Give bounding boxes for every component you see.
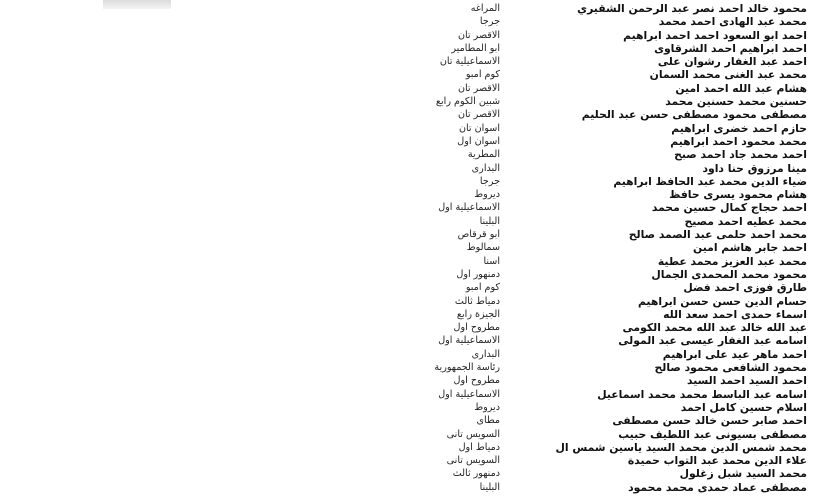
list-row (0, 241, 825, 254)
district-name: دمنهور ثالث (452, 468, 500, 480)
list-row (0, 68, 825, 81)
list-row (0, 15, 825, 28)
person-name: محمد محمود احمد ابراهيم (670, 134, 807, 148)
person-name: اسامه عبد الغفار عيسى عبد المولى (618, 334, 807, 348)
person-name: علاء الدين محمد عبد التواب حميدة (627, 454, 807, 468)
district-name: مطروح اول (453, 322, 500, 334)
person-name: هشام محمود يسرى حافظ (669, 188, 807, 202)
list-row (0, 122, 825, 135)
list-row (0, 108, 825, 121)
person-name: مصطفى محمود مصطفى حسن عبد الحليم (581, 108, 807, 122)
district-name: البلينا (479, 481, 500, 493)
district-name: كوم امبو (465, 69, 500, 81)
district-name: كوم امبو (465, 282, 500, 294)
list-row (0, 255, 825, 268)
district-name: البدارى (471, 348, 500, 360)
district-name: ابو المطامير (451, 42, 500, 54)
list-row (0, 361, 825, 374)
list-row (0, 148, 825, 161)
district-name: البلينا (479, 215, 500, 227)
name-list (0, 2, 825, 494)
district-name: اسنا (483, 255, 500, 267)
person-name: احمد جابر هاشم امين (693, 241, 807, 255)
district-name: الاقصر تان (457, 29, 500, 41)
person-name: محمد عطيه احمد مصيح (684, 214, 807, 228)
district-name: اسوان تان (458, 122, 500, 134)
district-name: الاسماعيلية تان (439, 56, 500, 68)
person-name: اسماء حمدى احمد سعد الله (663, 307, 807, 321)
list-row (0, 295, 825, 308)
district-name: شبين الكوم رابع (435, 96, 500, 108)
list-row (0, 29, 825, 42)
list-row (0, 441, 825, 454)
list-row (0, 228, 825, 241)
person-name: احمد ابراهيم احمد الشرقاوى (654, 41, 807, 55)
person-name: محمد السيد شبل زغلول (679, 467, 807, 481)
person-name: احمد حجاج كمال حسين محمد (651, 201, 807, 215)
list-row (0, 175, 825, 188)
list-row (0, 268, 825, 281)
district-name: المراغه (470, 3, 500, 14)
person-name: مينا مرزوق حنا داود (702, 161, 807, 175)
district-name: الاقصر تان (457, 109, 500, 121)
list-row (0, 42, 825, 55)
list-row (0, 414, 825, 427)
person-name: احمد صابر حسن خالد حسن مصطفى (612, 414, 807, 428)
person-name: طارق فوزى احمد فضل (683, 281, 807, 295)
person-name: محمود محمد المحمدى الجمال (651, 267, 807, 281)
person-name: محمود الشافعى محمود صالح (654, 361, 807, 375)
district-name: دمياط ثالث (454, 295, 500, 307)
district-name: دمنهور اول (456, 268, 500, 280)
district-name: سمالوط (466, 242, 500, 254)
district-name: ديروط (474, 189, 500, 201)
district-name: دمياط اول (458, 441, 500, 453)
district-name: الاسماعيلية اول (438, 388, 500, 400)
person-name: عبد الله خالد عبد الله محمد الكومى (622, 321, 807, 335)
person-name: هشام عبد الله احمد امين (675, 81, 807, 95)
list-row (0, 95, 825, 108)
district-name: جرجا (479, 16, 500, 28)
person-name: ضياء الدين محمد عبد الحافظ ابراهيم (613, 174, 807, 188)
district-name: الاقصر تان (457, 82, 500, 94)
district-name: ابو قرقاص (457, 229, 500, 241)
district-name: مطاى (476, 415, 500, 427)
list-row (0, 135, 825, 148)
person-name: محمود خالد احمد نصر عبد الرحمن الشقيري (577, 2, 807, 15)
list-row (0, 188, 825, 201)
list-row (0, 334, 825, 347)
district-name: مطروح اول (453, 375, 500, 387)
person-name: مصطفى بسيونى عبد اللطيف حبيب (618, 427, 807, 441)
list-row (0, 467, 825, 480)
list-row (0, 162, 825, 175)
person-name: محمد شمس الدين محمد السيد ياسين شمس ال (555, 440, 807, 454)
list-row (0, 55, 825, 68)
person-name: حسام الدين حسن حسن ابراهيم (637, 294, 807, 308)
district-name: الجيزة رابع (456, 308, 500, 320)
person-name: احمد ماهر عيد على ابراهيم (662, 347, 807, 361)
list-row (0, 401, 825, 414)
list-row (0, 308, 825, 321)
person-name: حسنين محمد حسنين محمد (665, 95, 807, 109)
district-name: المطرية (467, 149, 500, 161)
person-name: محمد احمد حلمى عبد الصمد صالح (628, 228, 807, 242)
list-row (0, 201, 825, 214)
list-row (0, 215, 825, 228)
list-row (0, 388, 825, 401)
district-name: البدارى (471, 162, 500, 174)
list-row (0, 82, 825, 95)
person-name: احمد عبد الغفار رشوان على (657, 55, 807, 69)
person-name: احمد ابو السعود احمد احمد ابراهيم (623, 28, 807, 42)
district-name: الاسماعيلية اول (438, 202, 500, 214)
list-row (0, 281, 825, 294)
list-row (0, 321, 825, 334)
district-name: رئاسة الجمهورية (434, 362, 500, 374)
list-row (0, 454, 825, 467)
person-name: محمد عبد العزيز محمد عطية (657, 254, 807, 268)
list-row (0, 374, 825, 387)
district-name: اسوان اول (457, 135, 500, 147)
list-row (0, 348, 825, 361)
list-row (0, 481, 825, 494)
person-name: اسلام حسين كامل احمد (680, 400, 807, 414)
person-name: محمد عبد الهادى احمد محمد (658, 15, 807, 29)
person-name: احمد السيد احمد السيد (687, 374, 807, 388)
district-name: جرجا (479, 175, 500, 187)
person-name: محمد عبد الغنى محمد السمان (649, 68, 807, 82)
district-name: ديروط (474, 401, 500, 413)
person-name: اسامه عبد الباسط محمد محمد اسماعيل (597, 387, 807, 401)
district-name: الاسماعيلية اول (438, 335, 500, 347)
district-name: السويس تانى (446, 428, 500, 440)
person-name: احمد محمد جاد احمد صبح (674, 148, 807, 162)
list-row (0, 428, 825, 441)
person-name: حازم احمد خضرى ابراهيم (671, 121, 807, 135)
district-name: السويس تانى (446, 455, 500, 467)
person-name: مصطفى عماد حمدى محمد محمود (628, 480, 807, 494)
list-row (0, 2, 825, 15)
